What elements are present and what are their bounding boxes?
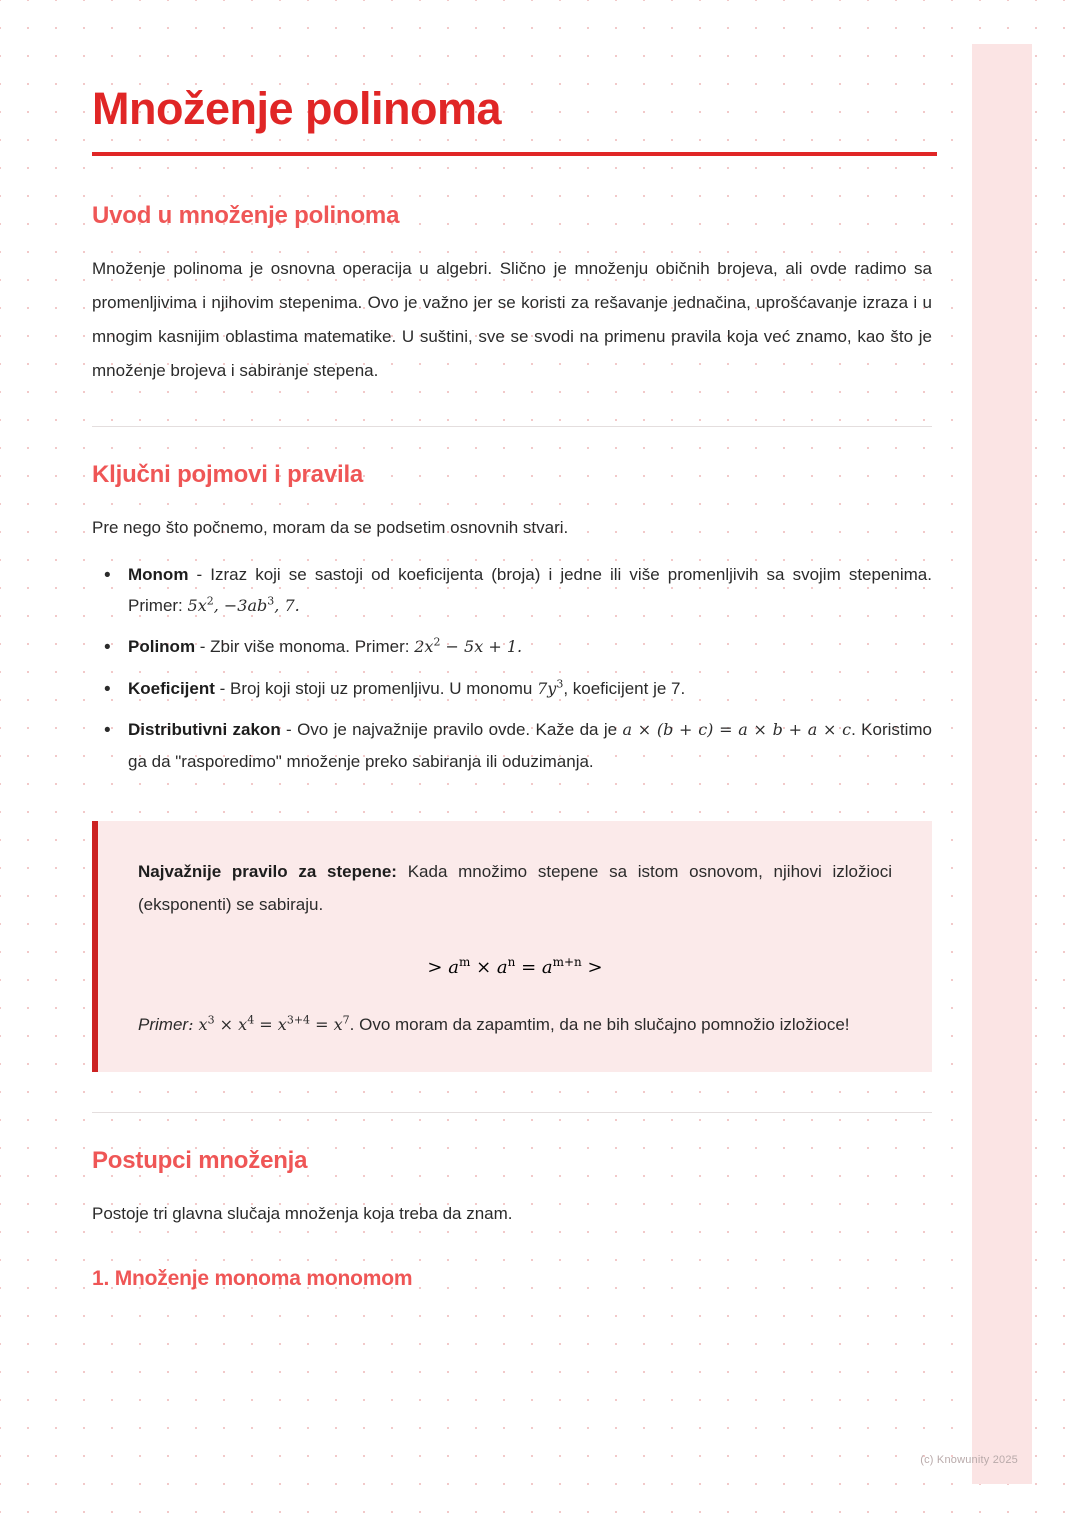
section-divider-1 <box>92 426 932 427</box>
section-heading-procedures: Postupci množenja <box>92 1146 308 1174</box>
section-paragraph-key-terms: Pre nego što počnemo, moram da se podsetim osnovnih stvari. <box>92 517 569 537</box>
document-content <box>92 84 932 1301</box>
footer-credit: (c) Knowunity 2025 <box>920 1454 1018 1466</box>
callout-lead-bold: Najvažnije pravilo za stepene: <box>138 862 397 882</box>
term-math: $5x^2$, $-3ab^3$, 7. <box>187 594 300 615</box>
section-heading-intro: Uvod u množenje polinoma <box>92 201 400 229</box>
callout-example-text: . Ovo moram da zapamtim, da ne bih slučajno pomnožio izložioce! <box>349 1015 850 1035</box>
callout-example <box>138 1008 892 1041</box>
term-label: Monom <box>128 564 189 584</box>
list-item <box>92 631 932 662</box>
section-divider-2 <box>92 1112 932 1113</box>
term-text-after: . Koristimo ga da "rasporedimo" množenje preko sabiranja ili oduzimanja. <box>128 720 933 771</box>
term-text: - Broj koji stoji uz promenljivu. U monomu <box>214 678 538 698</box>
term-text: - Ovo je najvažnije pravilo ovde. Kaže da je <box>280 720 623 740</box>
term-label: Polinom <box>128 637 196 657</box>
highlight-callout <box>92 821 932 1071</box>
term-text: - Zbir više monoma. Primer: <box>195 637 415 657</box>
term-text-after: , koeficijent je 7. <box>563 678 686 698</box>
section-heading-key-terms: Ključni pojmovi i pravila <box>92 460 364 488</box>
term-label: Koeficijent <box>128 678 215 698</box>
right-margin-band <box>972 44 1032 1484</box>
list-item <box>92 673 932 704</box>
section-paragraph-intro: Množenje polinoma je osnovna operacija u algebri. Slično je množenju običnih brojeva, ali ovde radimo sa promenljivima i njihovim stepenima. Ovo je važno jer se koristi za rešavanje jednačina, uprošćavanje izraza i u mnogim kasnijim oblastima matematike. U suštini, sve se svodi na primenu pravila koja već znamo, kao što je množenje brojeva i sabiranje stepena. <box>92 258 932 380</box>
term-text: - Izraz koji se sastoji od koeficijenta (broja) i jedne ili više promenljivih sa svojim stepenima. Primer: <box>128 564 932 615</box>
callout-formula: > $a^m \times a^n = a^{m+n}$ > <box>427 955 603 979</box>
callout-example-label: Primer <box>138 1015 189 1035</box>
list-item <box>92 714 932 777</box>
term-math: a × (b + c) = a × b + a × c <box>622 720 852 740</box>
term-math: $7y^3$ <box>537 677 564 698</box>
callout-lead <box>138 855 892 921</box>
section-paragraph-procedures: Postoje tri glavna slučaja množenja koja treba da znam. <box>92 1203 513 1223</box>
term-label: Distributivni zakon <box>128 720 281 740</box>
title-divider <box>92 152 937 156</box>
list-item <box>92 559 932 622</box>
page-title: Množenje polinoma <box>92 83 502 134</box>
key-terms-list <box>92 559 932 778</box>
term-math: $2x^2 - 5x + 1$. <box>414 636 523 657</box>
callout-lead-text: Kada množimo stepene sa istom osnovom, njihovi izložioci (eksponenti) se sabiraju. <box>138 862 893 915</box>
callout-example-math: : $x^3 \times x^4 = x^{3+4} = x^7$ <box>188 1014 350 1035</box>
subsection-heading-monom-monom: 1. Množenje monoma monomom <box>92 1266 413 1290</box>
